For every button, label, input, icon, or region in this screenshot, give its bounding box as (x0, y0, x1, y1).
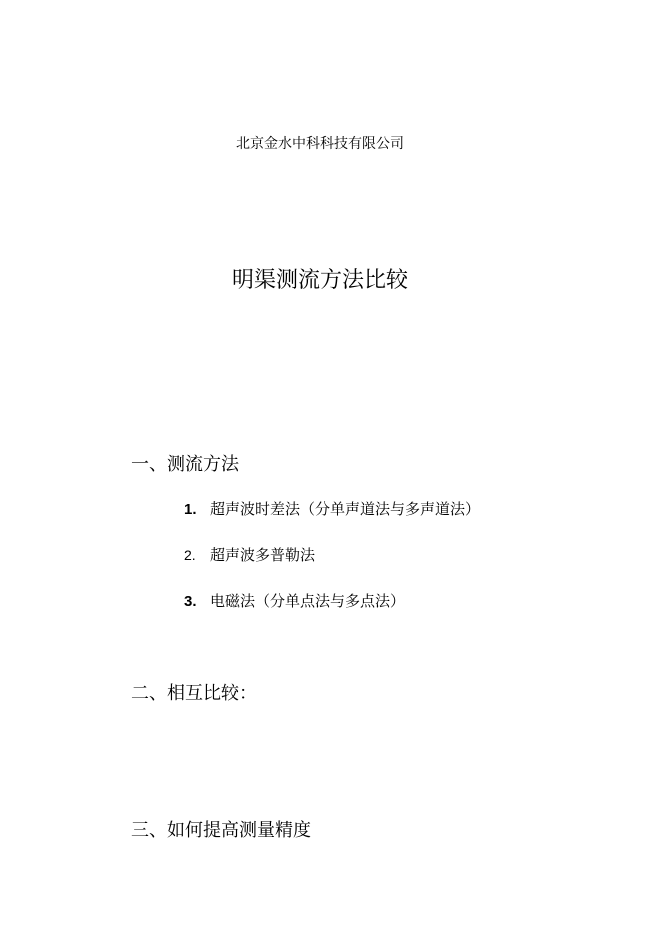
section-heading-comparison: 二、相互比较： (131, 683, 257, 704)
section-heading-methods: 一、测流方法 (131, 454, 239, 475)
list-item-text: 超声波时差法（分单声道法与多声道法） (210, 500, 481, 518)
list-item-number: 2. (184, 547, 196, 563)
list-item-text: 电磁法（分单点法与多点法） (210, 592, 406, 610)
section-heading-accuracy: 三、如何提高测量精度 (131, 820, 311, 841)
list-item-number: 3. (184, 593, 197, 610)
document-title: 明渠测流方法比较 (231, 268, 408, 293)
list-item (184, 590, 405, 613)
list-item (184, 498, 480, 521)
company-name: 北京金水中科科技有限公司 (236, 136, 404, 152)
list-item (184, 544, 315, 566)
list-item-number: 1. (184, 501, 197, 518)
list-item-text: 超声波多普勒法 (210, 546, 316, 564)
